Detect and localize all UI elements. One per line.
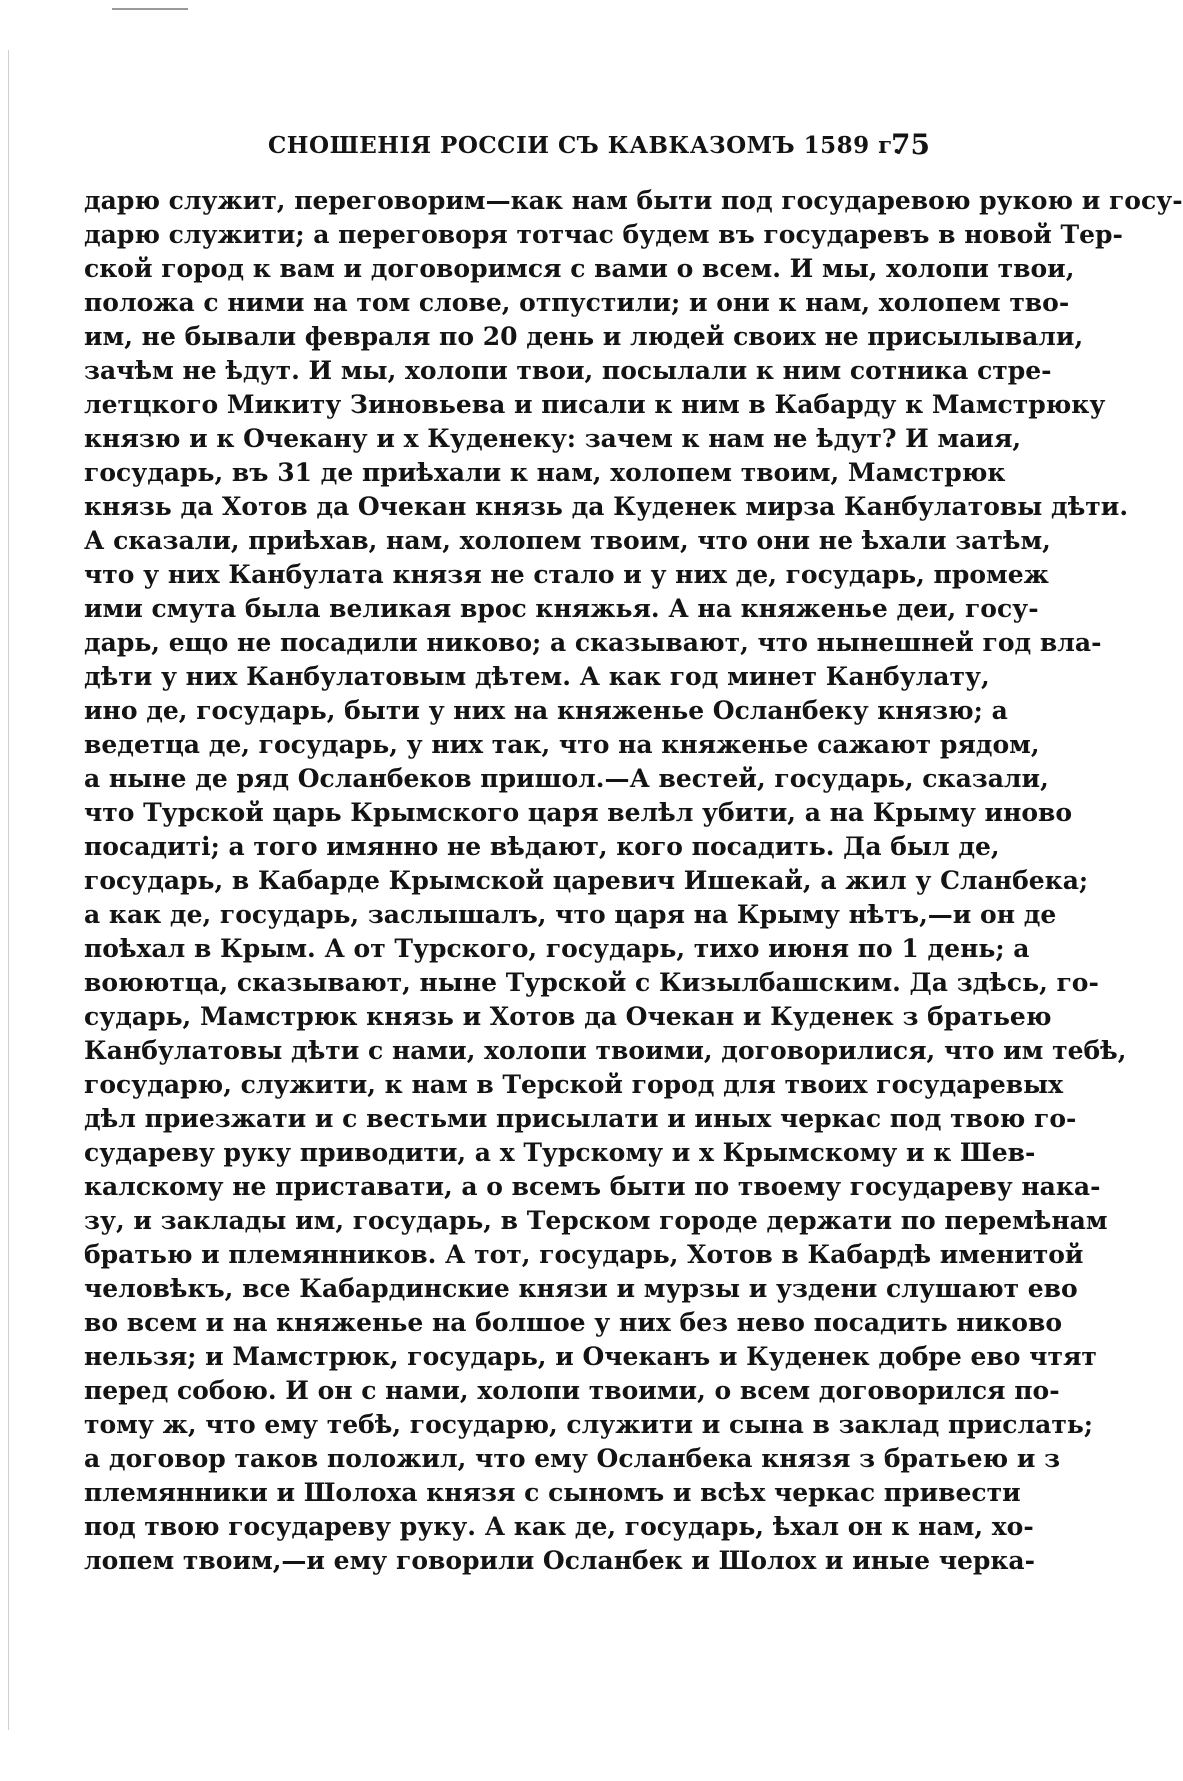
text-line: князю и к Очекану и х Куденеку: зачем к нам не ѣдут? И маия, xyxy=(84,424,1022,453)
text-line: дѣти у них Канбулатовым дѣтем. А как год минет Канбулату, xyxy=(84,662,990,691)
body-text xyxy=(84,184,1183,1578)
text-line: а как де, государь, заслышалъ, что царя на Крыму нѣтъ,—и он де xyxy=(84,900,1057,929)
text-line: перед собою. И он с нами, холопи твоими, о всем договорился по- xyxy=(84,1376,1060,1405)
text-line: А сказали, приѣхав, нам, холопем твоим, что они не ѣхали затѣм, xyxy=(84,526,1051,555)
running-title: СНОШЕНІЯ РОССІИ СЪ КАВКАЗОМЪ 1589 г. xyxy=(268,132,902,159)
text-line: зачѣм не ѣдут. И мы, холопи твои, посылали к ним сотника стре- xyxy=(84,356,1052,385)
text-line: государь, въ 31 де приѣхали к нам, холопем твоим, Мамстрюк xyxy=(84,458,1006,487)
text-line: калскому не приставати, а о всемъ быти по твоему государеву нака- xyxy=(84,1172,1101,1201)
text-line: ино де, государь, быти у них на княженье Осланбеку князю; а xyxy=(84,696,1008,725)
text-line: а ныне де ряд Осланбеков пришол.—А вестей, государь, сказали, xyxy=(84,764,1049,793)
text-line: государь, в Кабарде Крымской царевич Ишекай, а жил у Сланбека; xyxy=(84,866,1089,895)
text-line: что Турской царь Крымского царя велѣл убити, а на Крыму иново xyxy=(84,798,1073,827)
text-line: посадиті; а того имянно не вѣдают, кого посадить. Да был де, xyxy=(84,832,1000,861)
text-line: судареву руку приводити, а х Турскому и х Крымскому и к Шев- xyxy=(84,1138,1036,1167)
text-line: племянники и Шолоха князя с сыномъ и всѣх черкас привести xyxy=(84,1478,1021,1507)
text-line: дарю служити; а переговоря тотчас будем въ государевъ в новой Тер- xyxy=(84,220,1123,249)
text-line: под твою государеву руку. А как де, государь, ѣхал он к нам, хо- xyxy=(84,1512,1034,1541)
text-line: зу, и заклады им, государь, в Терском городе держати по перемѣнам xyxy=(84,1206,1108,1235)
text-line: им, не бывали февраля по 20 день и людей своих не присылывали, xyxy=(84,322,1084,351)
text-line: дарю служит, переговорим—как нам быти под государевою рукою и госу- xyxy=(84,186,1183,215)
text-line: ведетца де, государь, у них так, что на княженье сажают рядом, xyxy=(84,730,1040,759)
text-line: что у них Канбулата князя не стало и у них де, государь, промеж xyxy=(84,560,1049,589)
text-line: положа с ними на том слове, отпустили; и они к нам, холопем тво- xyxy=(84,288,1070,317)
text-line: летцкого Микиту Зиновьева и писали к ним в Кабарду к Мамстрюку xyxy=(84,390,1106,419)
text-line: лопем твоим,—и ему говорили Осланбек и Шолох и иные черка- xyxy=(84,1546,1036,1575)
text-line: государю, служити, к нам в Терской город для твоих государевых xyxy=(84,1070,1064,1099)
text-line: сударь, Мамстрюк князь и Хотов да Очекан и Куденек з братьею xyxy=(84,1002,1052,1031)
top-rule xyxy=(112,8,188,10)
text-line: ими смута была великая врос княжья. А на княженье деи, госу- xyxy=(84,594,1039,623)
text-line: дѣл приезжати и с вестьми присылати и иных черкас под твою го- xyxy=(84,1104,1077,1133)
text-line: во всем и на княженье на болшое у них без нево посадить никово xyxy=(84,1308,1063,1337)
text-line: тому ж, что ему тебѣ, государю, служити и сына в заклад прислать; xyxy=(84,1410,1094,1439)
text-line: князь да Хотов да Очекан князь да Куденек мирза Канбулатовы дѣти. xyxy=(84,492,1129,521)
page-header xyxy=(84,124,932,172)
page-number: 75 xyxy=(891,128,930,161)
text-line: поѣхал в Крым. А от Турского, государь, тихо июня по 1 день; а xyxy=(84,934,1030,963)
text-line: ской город к вам и договоримся с вами о всем. И мы, холопи твои, xyxy=(84,254,1075,283)
text-line: братью и племянников. А тот, государь, Хотов в Кабардѣ именитой xyxy=(84,1240,1084,1269)
page-margin-line xyxy=(8,50,9,1730)
text-line: дарь, ещо не посадили никово; а сказывают, что нынешней год вла- xyxy=(84,628,1102,657)
text-line: Канбулатовы дѣти с нами, холопи твоими, договорилися, что им тебѣ, xyxy=(84,1036,1127,1065)
text-line: человѣкъ, все Кабардинские князи и мурзы и уздени слушают ево xyxy=(84,1274,1078,1303)
text-line: а договор таков положил, что ему Осланбека князя з братьею и з xyxy=(84,1444,1061,1473)
text-line: воюютца, сказывают, ныне Турской с Кизылбашским. Да здѣсь, го- xyxy=(84,968,1099,997)
text-line: нельзя; и Мамстрюк, государь, и Очеканъ и Куденек добре ево чтят xyxy=(84,1342,1097,1371)
